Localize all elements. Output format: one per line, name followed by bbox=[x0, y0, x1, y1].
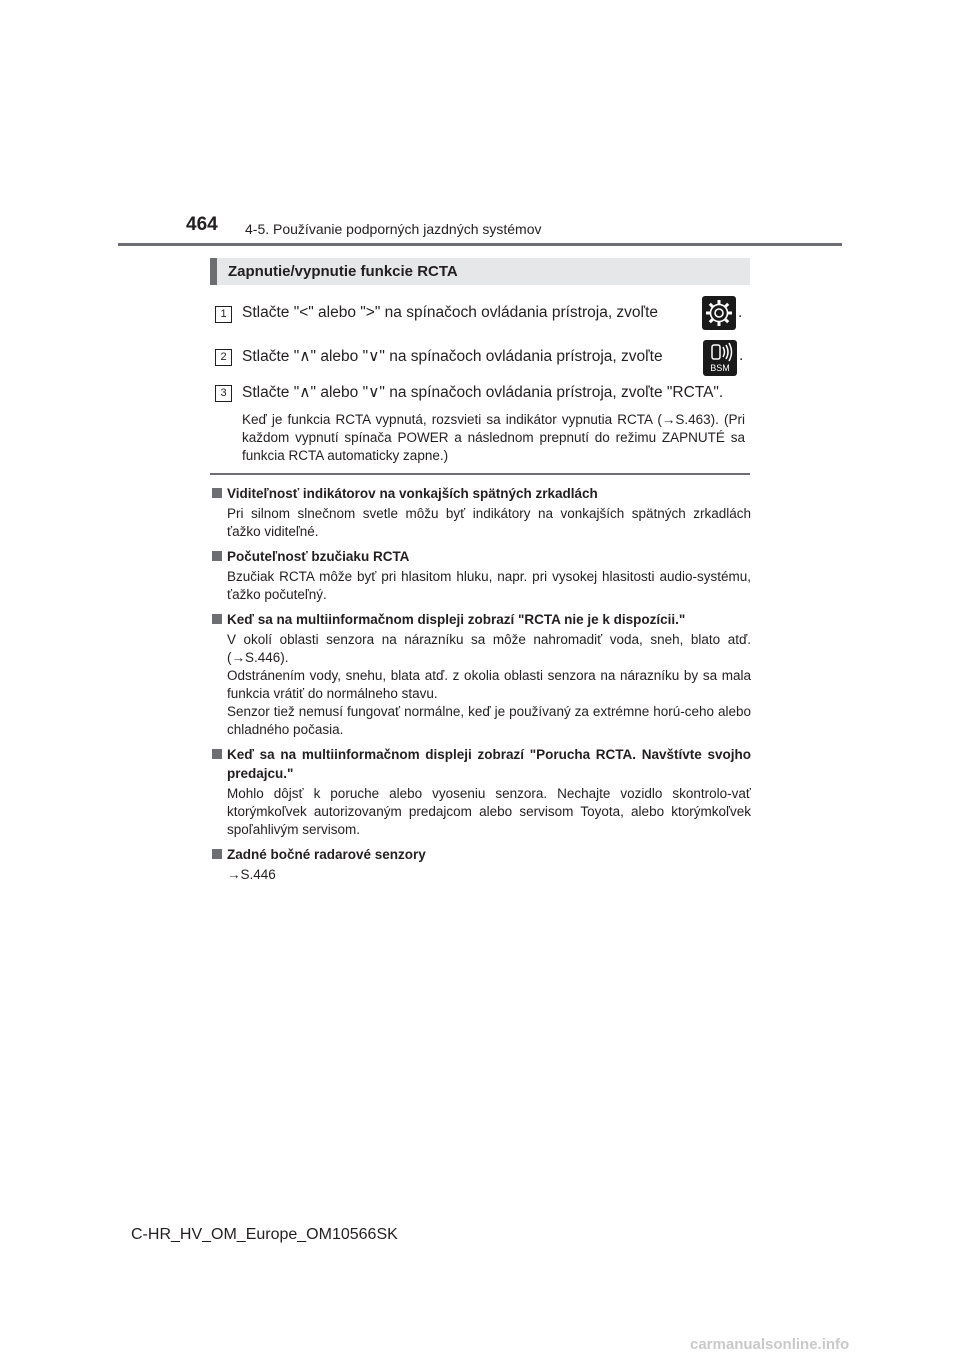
step-1-suffix: . bbox=[738, 304, 743, 321]
note-body bbox=[227, 866, 751, 884]
step-number: 3 bbox=[215, 385, 232, 402]
step-note: Keď je funkcia RCTA vypnutá, rozsvieti sa indikátor vypnutia RCTA (→S.463). (Pri každom vypnutí spínača POWER a následnom prepnutí do režimu ZAPNUTÉ sa funkcia RCTA automaticky zapne.) bbox=[242, 412, 745, 463]
note-paragraph: V okolí oblasti senzora na nárazníku sa môže nahromadiť voda, sneh, blato atď. (→S.446). bbox=[227, 632, 751, 665]
step-3 bbox=[215, 381, 755, 411]
step-instruction: Stlačte "∧" alebo "∨" na spínačoch ovládania prístroja, zvoľte bbox=[242, 348, 663, 365]
step-number: 1 bbox=[215, 306, 232, 323]
document-code: C-HR_HV_OM_Europe_OM10566SK bbox=[131, 1226, 398, 1243]
note-body bbox=[227, 568, 751, 604]
step-1 bbox=[215, 302, 755, 332]
note-paragraph: Bzučiak RCTA môže byť pri hlasitom hluku, napr. pri vysokej hlasitosti audio-systému, ťažko počuteľný. bbox=[227, 569, 751, 602]
notes-list bbox=[211, 484, 751, 890]
note-body bbox=[227, 505, 751, 541]
step-text bbox=[242, 347, 663, 366]
note-title: Keď sa na multiinformačnom displeji zobrazí "RCTA nie je k dispozícii." bbox=[211, 610, 751, 629]
step-instruction: Stlačte "<" alebo ">" na spínačoch ovládania prístroja, zvoľte bbox=[242, 304, 658, 321]
step-text bbox=[242, 383, 723, 402]
note-item bbox=[211, 845, 751, 884]
note-title: Viditeľnosť indikátorov na vonkajších spätných zrkadlách bbox=[211, 484, 751, 503]
step-number: 2 bbox=[215, 349, 232, 366]
bsm-icon bbox=[703, 340, 737, 376]
step-text bbox=[242, 304, 658, 322]
separator-rule bbox=[210, 473, 750, 475]
note-title: Počuteľnosť bzučiaku RCTA bbox=[211, 547, 751, 566]
section-heading: Zapnutie/vypnutie funkcie RCTA bbox=[210, 258, 750, 285]
note-paragraph: Senzor tiež nemusí fungovať normálne, keď je používaný za extrémne horú-ceho alebo chladného počasia. bbox=[227, 704, 751, 737]
note-paragraph: Pri silnom slnečnom svetle môžu byť indikátory na vonkajších spätných zrkadlách ťažko viditeľné. bbox=[227, 506, 751, 539]
note-title: Keď sa na multiinformačnom displeji zobrazí "Porucha RCTA. Navštívte svojho predajcu." bbox=[211, 745, 751, 783]
watermark: carmanualsonline.info bbox=[690, 1336, 850, 1353]
step-2 bbox=[215, 345, 755, 375]
chapter-title: 4-5. Používanie podporných jazdných systémov bbox=[245, 221, 542, 237]
step-2-suffix: . bbox=[739, 347, 744, 364]
bsm-icon-label: BSM bbox=[710, 363, 730, 373]
note-title: Zadné bočné radarové senzory bbox=[211, 845, 751, 864]
page-number: 464 bbox=[186, 214, 218, 235]
note-paragraph: Odstránením vody, snehu, blata atď. z okolia oblasti senzora na nárazníku by sa mala funkcia vrátiť do normálneho stavu. bbox=[227, 668, 751, 701]
note-body bbox=[227, 631, 751, 739]
step-instruction: Stlačte "∧" alebo "∨" na spínačoch ovládania prístroja, zvoľte "RCTA". bbox=[242, 384, 724, 401]
header-rule bbox=[118, 243, 842, 246]
note-body bbox=[227, 785, 751, 839]
gear-icon bbox=[702, 296, 736, 330]
note-item bbox=[211, 484, 751, 541]
note-item bbox=[211, 547, 751, 604]
note-paragraph: Mohlo dôjsť k poruche alebo vyoseniu senzora. Nechajte vozidlo skontrolo-vať ktorýmkoľvek autorizovaným predajcom alebo servisom Toyota, alebo ktorýmkoľvek spoľahlivým servisom. bbox=[227, 786, 751, 837]
note-item bbox=[211, 610, 751, 739]
note-item bbox=[211, 745, 751, 839]
note-paragraph: →S.446 bbox=[227, 867, 276, 882]
